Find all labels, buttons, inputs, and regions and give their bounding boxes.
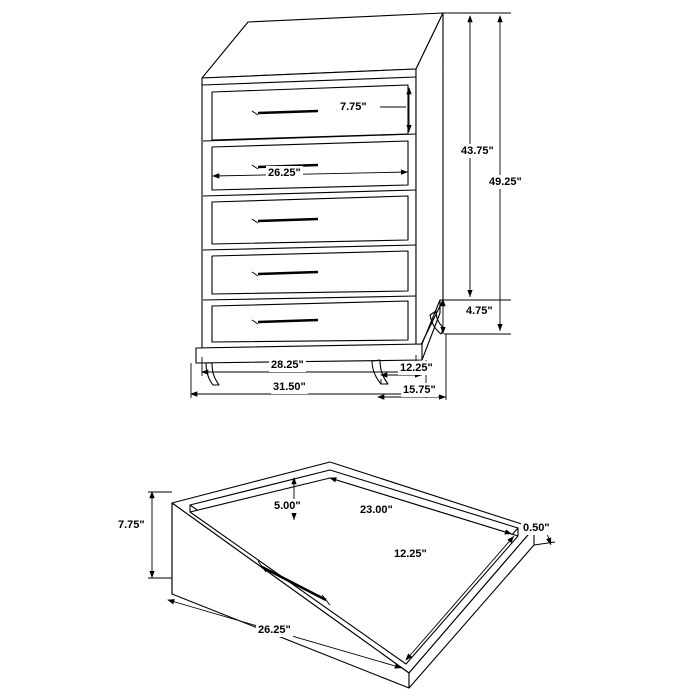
- dim-drawer-face-height-top: 7.75": [340, 101, 367, 113]
- dim-leg-height: 4.75": [466, 305, 493, 317]
- dim-drawer-interior-front-to-back: 12.25": [394, 548, 427, 560]
- dim-drawer-material-thickness: 0.50": [523, 522, 550, 534]
- dim-case-height: 43.75": [461, 145, 494, 157]
- dim-overall-width: 31.50": [273, 381, 306, 393]
- dim-drawer-overall-width: 26.25": [258, 624, 291, 636]
- dim-drawer-face-width: 26.25": [268, 167, 301, 179]
- dim-drawer-side-height: 7.75": [118, 519, 145, 531]
- chest-outline: [196, 13, 444, 385]
- dim-overall-height: 49.25": [489, 176, 522, 188]
- dim-overall-depth: 15.75": [403, 384, 436, 396]
- dim-drawer-interior-width: 23.00": [360, 504, 393, 516]
- dim-drawer-interior-depth: 5.00": [274, 500, 301, 512]
- dim-case-depth: 12.25": [400, 362, 433, 374]
- dim-case-width: 28.25": [271, 359, 304, 371]
